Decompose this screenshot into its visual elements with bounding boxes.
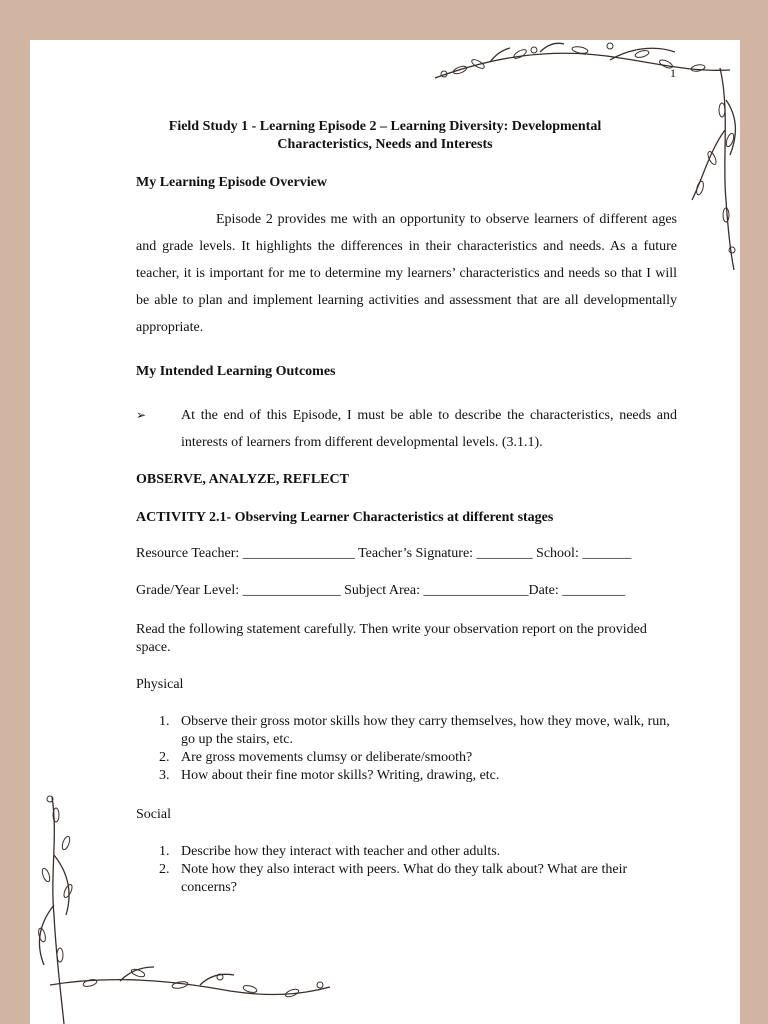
floral-decoration-bottom-left [30,795,340,1024]
list-item: 3. How about their fine motor skills? Writing, drawing, etc. [159,768,500,783]
physical-heading: Physical [136,677,184,692]
form-line-grade-subject-date: Grade/Year Level: ______________ Subject Area: _______________Date: _________ [136,583,626,598]
overview-heading: My Learning Episode Overview [136,175,327,190]
social-heading: Social [136,807,171,822]
document-title-line-2: Characteristics, Needs and Interests [277,137,493,152]
form-line-teacher-school: Resource Teacher: ________________ Teacher’s Signature: ________ School: _______ [136,546,632,561]
outcome-text: At the end of this Episode, I must be able to describe the characteristics, needs and interests of learners from different developmental levels. (3.1.1). [181,408,677,450]
instruction-text: Read the following statement carefully. Then write your observation report on the provided space. [136,622,647,655]
document-title-line-1: Field Study 1 - Learning Episode 2 – Learning Diversity: Developmental [168,119,602,134]
activity-heading: ACTIVITY 2.1- Observing Learner Characteristics at different stages [136,510,554,525]
outcomes-heading: My Intended Learning Outcomes [136,364,336,379]
page-number: 1 [670,66,676,80]
arrow-bullet-icon: ➢ [136,408,147,422]
overview-paragraph: Episode 2 provides me with an opportunity to observe learners of different ages and grade levels. It highlights the differences in their characteristics and needs. As a future teacher, it is important for me to determine my learners’ characteristics and needs so that I will be able to plan and implement learning activities and assessment that are all developmentally appropriate. [136,212,677,335]
list-item: 1. Describe how they interact with teacher and other adults. [159,844,501,859]
document-page [30,40,740,1024]
list-item: 2. Note how they also interact with peers. What do they talk about? What are their concerns? [159,862,628,895]
observe-heading: OBSERVE, ANALYZE, REFLECT [136,472,349,487]
physical-list [136,713,677,785]
outcome-list-item [136,402,677,456]
social-list [136,843,677,897]
list-item: 1. Observe their gross motor skills how they carry themselves, how they move, walk, run, go up the stairs, etc. [159,714,670,747]
list-item: 2. Are gross movements clumsy or deliberate/smooth? [159,750,473,765]
